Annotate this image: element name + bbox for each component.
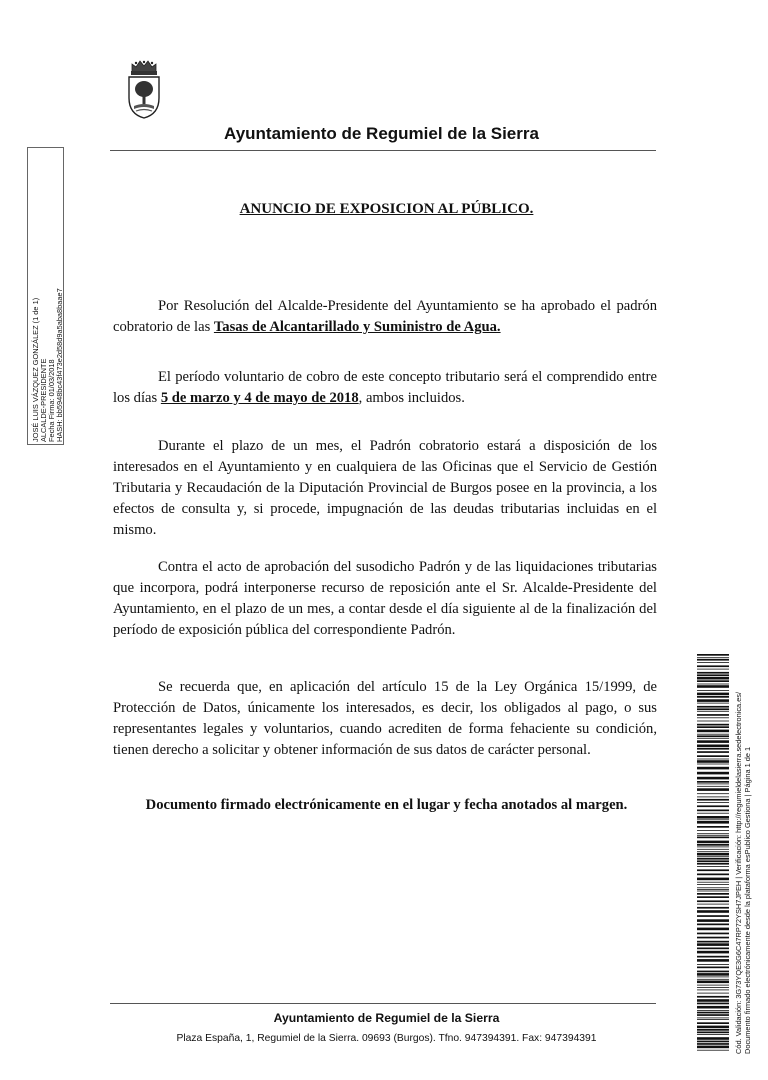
barcode-bar	[697, 1046, 729, 1049]
barcode-bar	[697, 680, 729, 682]
barcode-bar	[697, 1010, 729, 1011]
barcode-bar	[697, 869, 729, 871]
barcode-bar	[697, 833, 729, 834]
barcode-bar	[697, 1018, 729, 1019]
barcode-bar	[697, 738, 729, 739]
header-divider	[110, 150, 656, 151]
paragraph-period	[113, 367, 657, 409]
barcode-bar	[697, 948, 729, 950]
signature-note: Documento firmado electrónicamente en el lugar y fecha anotados al margen.	[145, 797, 628, 813]
barcode-bar	[697, 987, 729, 988]
barcode-bar	[697, 919, 729, 922]
barcode-bar	[697, 693, 729, 696]
barcode-bar	[697, 844, 729, 846]
barcode-bar	[697, 810, 729, 812]
barcode-bar	[697, 672, 729, 674]
barcode-bar	[697, 714, 729, 716]
barcode-bar	[697, 740, 729, 743]
barcode-bar	[697, 889, 729, 890]
paragraph-availability	[113, 436, 657, 541]
paragraph-resolution-text: Por Resolución del Alcalde-Presidente del Ayuntamiento se ha aprobado el padrón cobratorio de las	[113, 298, 657, 335]
barcode-bar	[697, 1006, 729, 1009]
barcode-bar	[697, 748, 729, 750]
barcode-bar	[697, 745, 729, 748]
barcode-bar	[697, 1050, 729, 1051]
barcode-bar	[697, 730, 729, 733]
barcode-bar	[697, 874, 729, 876]
barcode-bar	[697, 677, 729, 680]
barcode-bar	[697, 860, 729, 862]
barcode-bar	[697, 933, 729, 935]
barcode-bar	[697, 993, 729, 994]
footer-address: Plaza España, 1, Regumiel de la Sierra. 09693 (Burgos). Tfno. 947394391. Fax: 947394391	[176, 1033, 597, 1044]
barcode-bar	[697, 699, 729, 702]
barcode-bar	[697, 764, 729, 765]
barcode-bar	[697, 990, 729, 991]
barcode-bar	[697, 703, 729, 704]
barcode-bar	[697, 724, 729, 726]
barcode-bar	[697, 951, 729, 954]
coat-of-arms-icon	[124, 58, 164, 120]
barcode-bar	[697, 735, 729, 737]
paragraph-data-protection	[113, 677, 657, 761]
barcode-bar	[697, 696, 729, 698]
barcode-bar	[697, 866, 729, 867]
barcode-bar	[697, 856, 729, 857]
barcode-bar	[697, 788, 729, 791]
paragraph-period-end: , ambos incluidos.	[358, 390, 465, 406]
verification-block	[733, 654, 757, 1054]
header-title: Ayuntamiento de Regumiel de la Sierra	[224, 124, 539, 143]
barcode-bar	[697, 849, 729, 850]
barcode-bar	[697, 891, 729, 892]
barcode-bar	[697, 665, 729, 667]
barcode-bar	[697, 706, 729, 708]
barcode-bar	[697, 959, 729, 962]
notice-title: ANUNCIO DE EXPOSICION AL PÚBLICO.	[239, 201, 534, 217]
barcode-bar	[697, 1022, 729, 1024]
barcode-bar	[697, 1037, 729, 1040]
barcode-bar	[697, 1012, 729, 1014]
payment-dates: 5 de marzo y 4 de mayo de 2018	[160, 390, 359, 406]
barcode-bar	[697, 858, 729, 860]
barcode-bar	[697, 760, 729, 763]
barcode-bar	[697, 793, 729, 794]
footer-divider	[110, 1003, 656, 1004]
barcode-bar	[697, 813, 729, 814]
barcode-icon	[697, 654, 729, 1054]
barcode-bar	[697, 1034, 729, 1035]
barcode-bar	[697, 717, 729, 718]
barcode-bar	[697, 830, 729, 831]
barcode-bar	[697, 847, 729, 848]
barcode-bar	[697, 805, 729, 807]
signature-hash: HASH: bb5948bc43f473e2d58d9a5aba8baae7	[55, 288, 64, 442]
barcode-bar	[697, 659, 729, 661]
barcode-bar	[697, 690, 729, 691]
barcode-bar	[697, 971, 729, 973]
barcode-bar	[697, 887, 729, 888]
barcode-bar	[697, 896, 729, 898]
signature-stamp-text	[32, 144, 69, 442]
barcode-bar	[697, 863, 729, 865]
barcode-bar	[697, 685, 729, 688]
barcode-bar	[697, 928, 729, 931]
barcode-bar	[697, 967, 729, 969]
verification-text	[734, 654, 758, 1054]
barcode-bar	[697, 999, 729, 1002]
barcode-bar	[697, 915, 729, 917]
barcode-bar	[697, 721, 729, 722]
signer-name: JOSÉ LUIS VÁZQUEZ GONZÁLEZ (1 de 1)	[31, 297, 40, 442]
barcode-bar	[697, 1032, 729, 1034]
barcode-bar	[697, 937, 729, 939]
barcode-bar	[697, 759, 729, 760]
barcode-bar	[697, 784, 729, 785]
barcode-bar	[697, 777, 729, 780]
platform-note: Documento firmado electrónicamente desde la plataforma esPublico Gestiona | Página 1 de 1	[743, 746, 752, 1054]
barcode-bar	[697, 985, 729, 986]
barcode-bar	[697, 708, 729, 710]
barcode-bar	[697, 893, 729, 895]
barcode-bar	[697, 711, 729, 712]
barcode-bar	[697, 837, 729, 839]
validation-code: Cód. Validación: 3G73YQE3G6C47RP72YSH7JPEH | Verificación: http://regumieldelasierra.sedelectronica.es/	[734, 691, 743, 1054]
barcode-bar	[697, 1029, 729, 1031]
barcode-bar	[697, 751, 729, 753]
paragraph-period-text: El período voluntario de cobro de este concepto tributario será el comprendido entre los días	[113, 369, 657, 406]
barcode-bar	[697, 900, 729, 902]
barcode-bar	[697, 726, 729, 728]
barcode-bar	[697, 973, 729, 976]
barcode-bar	[697, 981, 729, 984]
footer-name: Ayuntamiento de Regumiel de la Sierra	[273, 1011, 500, 1025]
barcode-bar	[697, 657, 729, 658]
barcode-bar	[697, 1026, 729, 1029]
barcode-bar	[697, 853, 729, 856]
paragraph-appeal	[113, 557, 657, 641]
barcode-bar	[697, 767, 729, 770]
barcode-bar	[697, 910, 729, 913]
barcode-bar	[697, 781, 729, 783]
barcode-bar	[697, 841, 729, 844]
barcode-bar	[697, 821, 729, 824]
barcode-bar	[697, 669, 729, 670]
barcode-bar	[697, 816, 729, 819]
barcode-bar	[697, 1043, 729, 1045]
paragraph-resolution	[113, 296, 657, 338]
paragraph-data-protection-text: Se recuerda que, en aplicación del artículo 15 de la Ley Orgánica 15/1999, de Protección de Datos, únicamente los interesados, es decir, los obligados al pago, o sus representantes legales y voluntarios, cuando acrediten de forma fehaciente su condición, tienen derecho a solicitar y obtener información de sus datos de carácter personal.	[113, 679, 657, 758]
tax-name: Tasas de Alcantarillado y Suministro de Agua.	[213, 319, 501, 335]
barcode-bar	[697, 684, 729, 685]
barcode-bar	[697, 851, 729, 852]
paragraph-availability-text: Durante el plazo de un mes, el Padrón cobratorio estará a disposición de los interesados en el Ayuntamiento y en cualquiera de las Oficinas que el Servicio de Gestión Tributaria y Recaudación de la Diputación Provincial de Burgos posee en la provincia, a los efectos de consulta y, si procede, impugnación de las deudas tributarias incluidas en el mismo.	[113, 438, 657, 538]
signature-date: Fecha Firma: 01/03/2018	[47, 359, 56, 442]
barcode-bar	[697, 878, 729, 881]
barcode-bar	[697, 826, 729, 828]
barcode-bar	[697, 941, 729, 943]
barcode-bar	[697, 835, 729, 836]
barcode-bar	[697, 734, 729, 735]
barcode-bar	[697, 956, 729, 958]
barcode-bar	[697, 799, 729, 801]
signature-stamp	[27, 147, 64, 445]
barcode-bar	[697, 904, 729, 905]
barcode-bar	[697, 772, 729, 775]
barcode-bar	[697, 884, 729, 885]
barcode-bar	[697, 1041, 729, 1043]
barcode-bar	[697, 996, 729, 998]
barcode-bar	[697, 964, 729, 965]
barcode-bar	[697, 674, 729, 676]
barcode-bar	[697, 1014, 729, 1016]
barcode-bar	[697, 924, 729, 926]
barcode-bar	[697, 819, 729, 820]
barcode-bar	[697, 654, 729, 656]
barcode-bar	[697, 802, 729, 803]
barcode-bar	[697, 979, 729, 980]
barcode-bar	[697, 1003, 729, 1005]
barcode-bar	[697, 882, 729, 883]
paragraph-appeal-text: Contra el acto de aprobación del susodicho Padrón y de las liquidaciones tributarias que incorpora, podrá interponerse recurso de reposición ante el Sr. Alcalde-Presidente del Ayuntamiento, en el plazo de un mes, a contar desde el día siguiente al de la finalización del período de exposición pública del correspondiente Padrón.	[113, 559, 657, 638]
barcode-bar	[697, 907, 729, 909]
signer-role: ALCALDE-PRESIDENTE	[39, 358, 48, 442]
barcode-bar	[697, 1019, 729, 1020]
barcode-bar	[697, 786, 729, 787]
barcode-bar	[697, 797, 729, 798]
barcode-bar	[697, 977, 729, 978]
barcode-bar	[697, 662, 729, 663]
barcode-bar	[697, 755, 729, 757]
barcode-bar	[697, 943, 729, 946]
